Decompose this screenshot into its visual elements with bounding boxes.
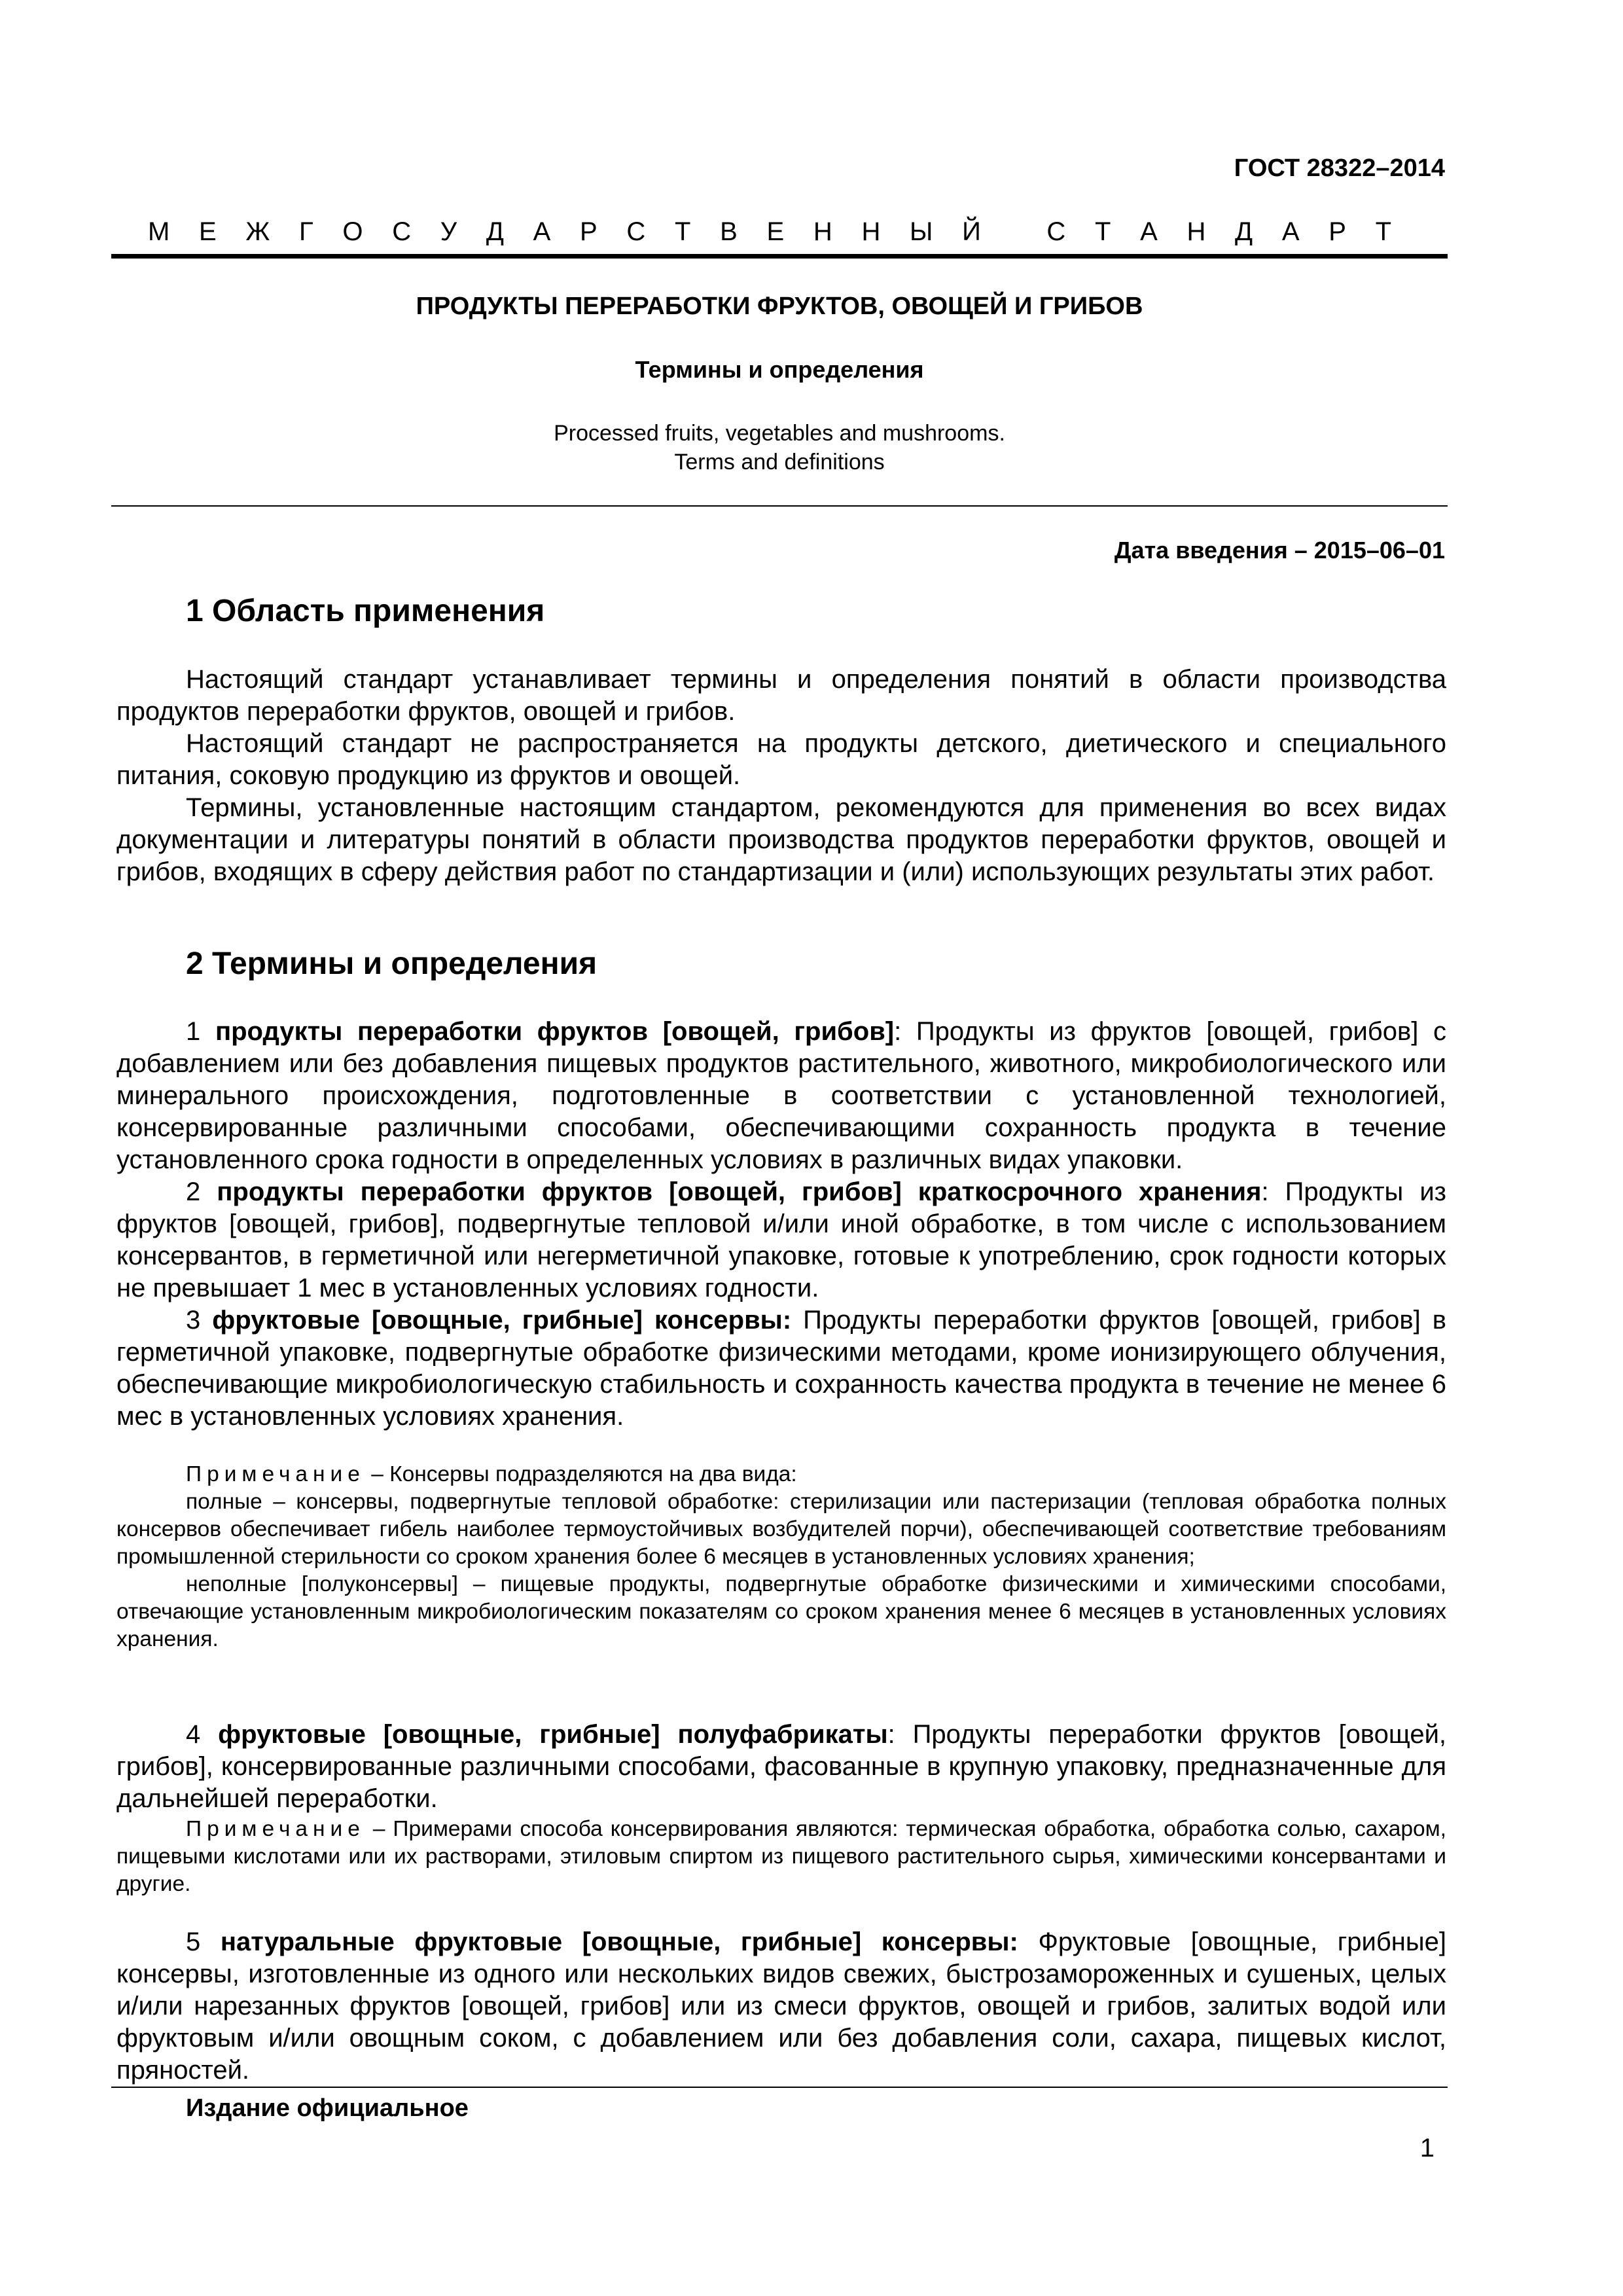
- heading-letter: Ы: [910, 217, 933, 246]
- terms-1-3: [116, 1016, 1446, 1433]
- term-number: 2: [186, 1177, 217, 1206]
- heading-letter: А: [1140, 217, 1158, 246]
- term-name: фруктовые [овощные, грибные] полуфабрикаты: [218, 1720, 888, 1749]
- heading-letter: О: [342, 217, 363, 246]
- section-1-body: [116, 664, 1446, 888]
- page-number: 1: [1419, 2134, 1435, 2162]
- gost-number: ГОСТ 28322–2014: [1234, 154, 1445, 182]
- paragraph: Настоящий стандарт устанавливает термины и определения понятий в области производства продуктов переработки фруктов, овощей и грибов.: [116, 665, 1446, 726]
- term-number: 1: [186, 1017, 215, 1046]
- section-2-heading: 2 Термины и определения: [186, 946, 597, 981]
- heading-letter: Й: [962, 217, 981, 246]
- term-name: натуральные фруктовые [овощные, грибные] консервы:: [220, 1928, 1018, 1956]
- term-definition: Фруктовые [овощные, грибные] консервы, изготовленные из одного или нескольких видов свежих, быстрозамороженных и сушеных, целых и/или нарезанных фруктов [овощей, грибов] или из смеси фруктов, овощей и грибов, залитых водой или фруктовым и/или овощным соком, с добавлением или без добавления соли, сахара, пищевых кислот, пряностей.: [116, 1928, 1446, 2085]
- heading-letter: Н: [1186, 217, 1206, 246]
- term-entry-3: [116, 1304, 1446, 1433]
- note-paragraph: [116, 1816, 1446, 1898]
- heading-letter: Г: [299, 217, 313, 246]
- heading-letter: Т: [1094, 217, 1111, 246]
- heading-letter: Д: [1235, 217, 1253, 246]
- heading-letter: Т: [1375, 217, 1391, 246]
- term-name: продукты переработки фруктов [овощей, грибов]: [215, 1017, 895, 1046]
- paragraph: Термины, установленные настоящим стандартом, рекомендуются для применения во всех видах документации и литературы понятий в области производства продуктов переработки фруктов, овощей и грибов, входящих в сферу действия работ по стандартизации и (или) использующих результаты этих работ.: [116, 793, 1446, 886]
- heading-letter: С: [392, 217, 412, 246]
- heading-letter: Р: [1329, 217, 1346, 246]
- term-name: продукты переработки фруктов [овощей, грибов] краткосрочного хранения: [217, 1177, 1262, 1206]
- term-4: [116, 1719, 1446, 1815]
- heading-letter: Т: [674, 217, 691, 246]
- note-paragraph: полные – консервы, подвергнутые тепловой обработке: стерилизации или пастеризации (тепловая обработка полных консервов обеспечивает гибель наиболее термоустойчивых возбудителей порчи), обеспечивающей соответствие требованиям промышленной стерильности со сроком хранения более 6 месяцев в установленных условиях хранения;: [116, 1490, 1446, 1569]
- term-name: фруктовые [овощные, грибные] консервы:: [212, 1306, 792, 1335]
- note-term-3: [116, 1461, 1446, 1653]
- heading-letter: [1010, 217, 1018, 247]
- heading-letter: Е: [199, 217, 217, 246]
- heading-letter: Р: [580, 217, 597, 246]
- edition-label: Издание официальное: [186, 2094, 469, 2122]
- heading-letter: Е: [766, 217, 785, 246]
- heading-letter: Н: [813, 217, 832, 246]
- heading-letter: М: [148, 217, 170, 246]
- note-label: Примечание: [186, 1817, 365, 1841]
- term-number: 5: [186, 1928, 221, 1956]
- section-1-heading: 1 Область применения: [186, 594, 545, 628]
- footer-rule: [111, 2087, 1448, 2088]
- term-entry-5: [116, 1926, 1446, 2087]
- english-title-line-2: Terms and definitions: [674, 450, 885, 475]
- heading-letter: У: [440, 217, 457, 246]
- document-title: ПРОДУКТЫ ПЕРЕРАБОТКИ ФРУКТОВ, ОВОЩЕЙ И ГРИБОВ: [416, 293, 1143, 320]
- heading-letter: А: [533, 217, 551, 246]
- term-definition: : Продукты из фруктов [овощей, грибов], подвергнутые тепловой и/или иной обработке, в том числе с использованием консервантов, в герметичной или негерметичной упаковке, готовые к употреблению, срок годности которых не превышает 1 мес в установленных условиях годности.: [116, 1177, 1446, 1302]
- term-number: 4: [186, 1720, 219, 1749]
- term-5: [116, 1926, 1446, 2087]
- heading-letter: Н: [861, 217, 881, 246]
- heading-letter: С: [626, 217, 646, 246]
- heading-letter: С: [1046, 217, 1066, 246]
- heading-letter: Д: [486, 217, 504, 246]
- term-definition: : Продукты из фруктов [овощей, грибов] с добавлением или без добавления пищевых продуктов растительного, животного, микробиологического или минерального происхождения, подготовленные в соответствии с установленной технологией, консервированные различными способами, обеспечивающими сохранность продукта в течение установленного срока годности в определенных условиях в различных видах упаковки.: [116, 1017, 1447, 1174]
- introduction-date: Дата введения – 2015–06–01: [1114, 537, 1445, 564]
- paragraph: Настоящий стандарт не распространяется на продукты детского, диетического и специального питания, соковую продукцию из фруктов и овощей.: [116, 729, 1446, 790]
- document-subtitle: Термины и определения: [635, 356, 924, 383]
- note-label: Примечание: [186, 1462, 365, 1486]
- note-text: – Консервы подразделяются на два вида:: [365, 1462, 797, 1486]
- term-number: 3: [186, 1306, 213, 1335]
- heading-letter: Ж: [245, 217, 270, 246]
- english-title-line-1: Processed fruits, vegetables and mushrooms.: [554, 421, 1005, 446]
- term-definition: Продукты переработки фруктов [овощей, грибов] в герметичной упаковке, подвергнутые обработке физическими методами, кроме ионизирующего облучения, обеспечивающие микробиологическую стабильность и сохранность качества продукта в течение не менее 6 мес в установленных условиях хранения.: [116, 1306, 1447, 1431]
- title-rule: [111, 505, 1448, 507]
- heading-letter: А: [1281, 217, 1300, 246]
- note-intro: [116, 1461, 1446, 1488]
- english-title: [111, 419, 1448, 476]
- term-entry-4: [116, 1719, 1446, 1815]
- note-paragraph: неполные [полуконсервы] – пищевые продукты, подвергнутые обработке физическими и химическими способами, отвечающие установленным микробиологическим показателям со сроком хранения менее 6 месяцев в установленных условиях хранения.: [116, 1572, 1446, 1651]
- term-definition: : Продукты переработки фруктов [овощей, грибов], консервированные различными способами, фасованные в крупную упаковку, предназначенные для дальнейшей переработки.: [116, 1720, 1447, 1813]
- heading-letter: В: [720, 217, 738, 246]
- term-entry-1: [116, 1016, 1446, 1176]
- interstate-standard-heading: [148, 217, 1391, 247]
- note-text: – Примерами способа консервирования являются: термическая обработка, обработка солью, сахаром, пищевыми кислотами или их растворами, этиловым спиртом из пищевого растительного сырья, химическими консервантами и другие.: [116, 1817, 1446, 1896]
- header-rule: [111, 254, 1448, 259]
- note-term-4: [116, 1816, 1446, 1898]
- term-entry-2: [116, 1176, 1446, 1304]
